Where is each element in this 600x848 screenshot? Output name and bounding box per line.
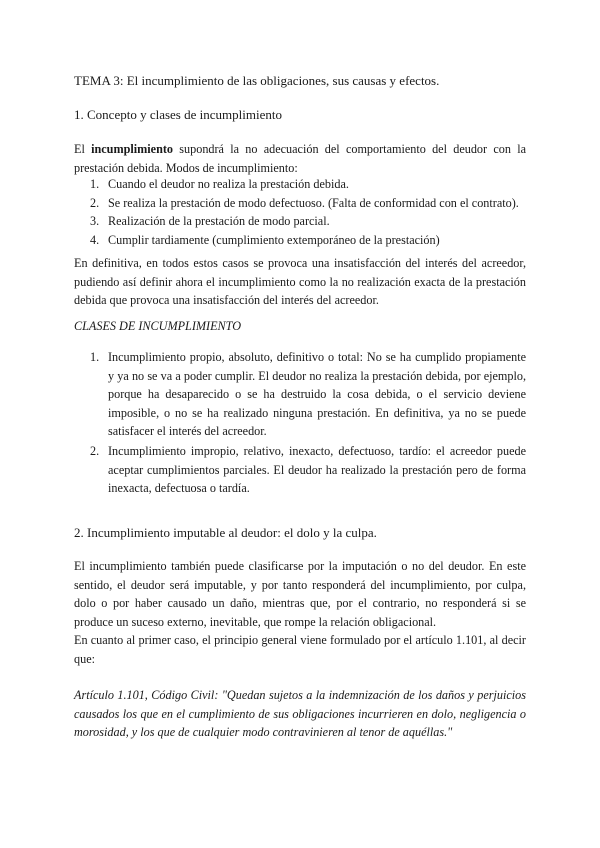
document-title: TEMA 3: El incumplimiento de las obligaciones, sus causas y efectos. <box>74 73 440 88</box>
list-item-text: Incumplimiento impropio, relativo, inexacto, defectuoso, tardío: el acreedor puede aceptar cumplimientos parciales. El deudor ha realizado la prestación pero de forma inexacta, defectuosa o tardía. <box>108 444 526 496</box>
list-item-text: Se realiza la prestación de modo defectuoso. (Falta de conformidad con el contrato). <box>108 195 519 210</box>
section-1-heading: 1. Concepto y clases de incumplimiento <box>74 107 282 122</box>
classes-heading: CLASES DE INCUMPLIMIENTO <box>74 319 242 333</box>
article-intro-paragraph: En cuanto al primer caso, el principio general viene formulado por el artículo 1.101, al decir que: <box>74 633 526 666</box>
modes-list <box>74 175 526 249</box>
list-item <box>74 442 526 498</box>
incumplimiento-definition <box>74 140 526 177</box>
list-item-number: 4. <box>90 232 100 247</box>
list-item-number: 2. <box>90 444 100 458</box>
list-item-text: Incumplimiento propio, absoluto, definitivo o total: No se ha cumplido propiamente y ya no se va a poder cumplir. El deudor no realiza la prestación debida, por ejemplo, porque ha desaparecido o se ha destruido la cosa debida, o el servicio deviene imposible, o no se ha realizado ninguna prestación. En definitiva, ya no se puede satisfacer el interés del acreedor. <box>108 350 526 439</box>
list-item <box>74 175 526 194</box>
list-item-number: 1. <box>90 177 100 191</box>
imputation-paragraph: El incumplimiento también puede clasificarse por la imputación o no del deudor. En este sentido, el deudor será imputable, y por tanto responderá del incumplimiento, por culpa, dolo o por haber causado un daño, mientras que, por el contrario, no responderá si se produce un suceso externo, inevitable, que rompe la relación obligacional. <box>74 559 526 629</box>
list-item-text: Realización de la prestación de modo parcial. <box>108 214 330 229</box>
list-item-number: 1. <box>90 350 100 364</box>
classes-list <box>74 348 526 441</box>
list-item-text: Cuando el deudor no realiza la prestación debida. <box>108 177 349 191</box>
list-item <box>74 231 526 250</box>
definition-term: incumplimiento <box>91 142 174 156</box>
summary-paragraph: En definitiva, en todos estos casos se provoca una insatisfacción del interés del acreedor, pudiendo así definir ahora el incumplimiento como la no realización exacta de la prestación debida que provoca una insatisfacción del interés del acreedor. <box>74 256 526 308</box>
list-item <box>74 194 526 213</box>
section-2-heading: 2. Incumplimiento imputable al deudor: el dolo y la culpa. <box>74 525 377 540</box>
definition-rest: supondrá la no adecuación del comportamiento del deudor con la prestación debida. Modos de incumplimiento: <box>74 142 526 175</box>
definition-prefix: El <box>74 142 92 156</box>
list-item-number: 2. <box>90 195 100 210</box>
article-quote: Artículo 1.101, Código Civil: "Quedan sujetos a la indemnización de los daños y perjuicios causados los que en el cumplimiento de sus obligaciones incurrieren en dolo, negligencia o morosidad, y los que de cualquier modo contravinieren al tenor de aquéllas." <box>74 688 526 740</box>
list-item <box>74 212 526 231</box>
list-item-text: Cumplir tardiamente (cumplimiento extemporáneo de la prestación) <box>108 232 440 247</box>
classes-list <box>74 442 526 498</box>
list-item <box>74 348 526 441</box>
list-item-number: 3. <box>90 214 100 229</box>
